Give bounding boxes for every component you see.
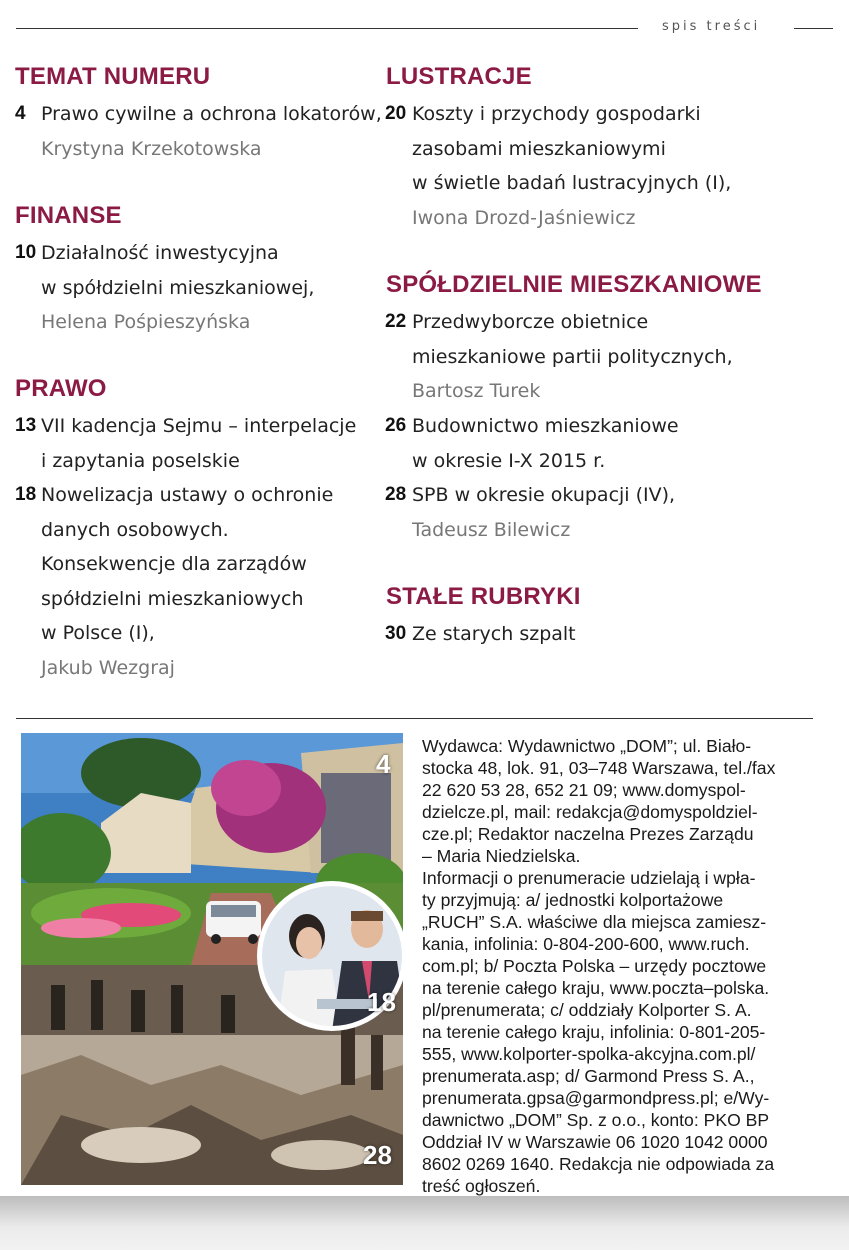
toc-page-number: 26 [385,415,407,436]
header-label: spis treści [662,19,761,34]
imprint-line: prenumerata.asp; d/ Garmond Press S. A., [422,1066,755,1086]
imprint-line: prenumerata.gpsa@garmondpress.pl; e/Wy- [422,1088,770,1108]
toc-page-number: 28 [385,484,407,505]
toc-page-number: 4 [15,103,26,124]
photo-page-number-28: 28 [363,1140,392,1170]
photo-collage [21,733,403,1185]
toc-author: Iwona Drozd-Jaśniewicz [412,206,636,229]
toc-title-line: Ze starych szpalt [412,623,576,645]
photo-page-number-4: 4 [376,749,391,779]
toc-title-line: mieszkaniowe partii politycznych, [412,345,733,368]
toc-entry-26[interactable] [385,409,825,478]
imprint-line: Oddział IV w Warszawie 06 1020 1042 0000 [422,1132,768,1152]
toc-entry-4[interactable] [15,97,382,166]
toc-title-line: VII kadencja Sejmu – interpelacje [41,415,357,437]
toc-title-line: SPB w okresie okupacji (IV), [412,484,676,506]
toc-title-line: danych osobowych. [41,518,229,541]
imprint-line: ty przyjmują: a/ jednostki kolportażowe [422,890,724,910]
toc-title-line: Koszty i przychody gospodarki [412,103,701,125]
toc-title-line: w świetle badań lustracyjnych (I), [412,172,732,194]
imprint-line: pl/prenumerata; c/ oddziały Kolporter S. A. [422,1000,752,1020]
toc-entry-28[interactable] [385,478,825,547]
imprint-line: 8602 0269 1640. Redakcja nie odpowiada za [422,1154,775,1174]
imprint-line: kania, infolinia: 0-804-200-600, www.ruch. [422,934,750,954]
toc-author: Helena Pośpieszyńska [41,311,251,333]
section-title-lustracje: LUSTRACJE [386,63,532,90]
toc-title-line: zasobami mieszkaniowymi [412,137,666,160]
toc-title-line: spółdzielni mieszkaniowych [41,587,304,610]
toc-title-line: w Polsce (I), [41,622,155,644]
publisher-imprint [422,735,814,1197]
imprint-line: na terenie całego kraju, www.poczta–polska. [422,978,770,998]
imprint-line: com.pl; b/ Poczta Polska – urzędy pocztowe [422,956,767,976]
imprint-line: treść ogłoszeń. [422,1176,541,1196]
imprint-line: cze.pl; Redaktor naczelna Prezes Zarządu [422,824,754,844]
toc-title-line: Działalność inwestycyjna [41,242,279,264]
imprint-line: stocka 48, lok. 91, 03–748 Warszawa, tel./fax [422,758,776,778]
imprint-line: na terenie całego kraju, infolinia: 0-801-205- [422,1022,766,1042]
imprint-line: dawnictwo „DOM” Sp. z o.o., konto: PKO BP [422,1110,770,1130]
bottom-section-rule [16,718,813,719]
header-rule-right [794,28,833,29]
toc-page-number: 13 [15,415,37,436]
imprint-line: „RUCH” S.A. właściwe dla miejsca zamiesz- [422,912,767,932]
imprint-line: Wydawca: Wydawnictwo „DOM”; ul. Biało- [422,736,752,756]
toc-entry-20[interactable] [385,97,825,235]
toc-title-line: w spółdzielni mieszkaniowej, [41,276,315,299]
toc-title-line: Konsekwencje dla zarządów [41,553,307,575]
header-rule-left [16,28,638,29]
section-title-temat-numeru: TEMAT NUMERU [15,63,211,90]
toc-page-number: 18 [15,484,37,505]
section-title-spoldzielnie: SPÓŁDZIELNIE MIESZKANIOWE [386,271,762,298]
toc-author: Bartosz Turek [412,380,541,402]
toc-title-line: w okresie I-X 2015 r. [412,449,606,472]
toc-title-line: Budownictwo mieszkaniowe [412,415,679,437]
imprint-line: – Maria Niedzielska. [422,846,581,866]
toc-author: Krystyna Krzekotowska [41,137,262,160]
page-shadow [0,1196,849,1250]
section-title-stale-rubryki: STAŁE RUBRYKI [386,583,581,610]
section-title-finanse: FINANSE [15,202,122,229]
toc-author: Jakub Wezgraj [41,656,175,679]
toc-title-line: Nowelizacja ustawy o ochronie [41,484,334,506]
toc-title-line: i zapytania poselskie [41,449,240,472]
toc-page-number: 30 [385,623,407,644]
toc-entry-18[interactable] [15,478,365,685]
imprint-line: 555, www.kolporter-spolka-akcyjna.com.pl/ [422,1044,756,1064]
toc-author: Tadeusz Bilewicz [412,518,571,541]
toc-title-line: Prawo cywilne a ochrona lokatorów, [41,103,382,125]
photo-page-number-18: 18 [367,987,396,1017]
toc-page-number: 22 [385,311,407,332]
toc-entry-30[interactable] [385,617,825,652]
imprint-line: dzielcze.pl, mail: redakcja@domyspoldziel- [422,802,758,822]
section-title-prawo: PRAWO [15,375,107,402]
toc-title-line: Przedwyborcze obietnice [412,311,649,333]
toc-page-number: 20 [385,103,407,124]
imprint-line: 22 620 53 28, 652 21 09; www.domyspol- [422,780,746,800]
toc-entry-13[interactable] [15,409,365,478]
toc-entry-22[interactable] [385,305,825,409]
imprint-line: Informacji o prenumeracie udzielają i wpła- [422,868,756,888]
toc-entry-10[interactable] [15,236,365,340]
toc-page-number: 10 [15,242,37,263]
